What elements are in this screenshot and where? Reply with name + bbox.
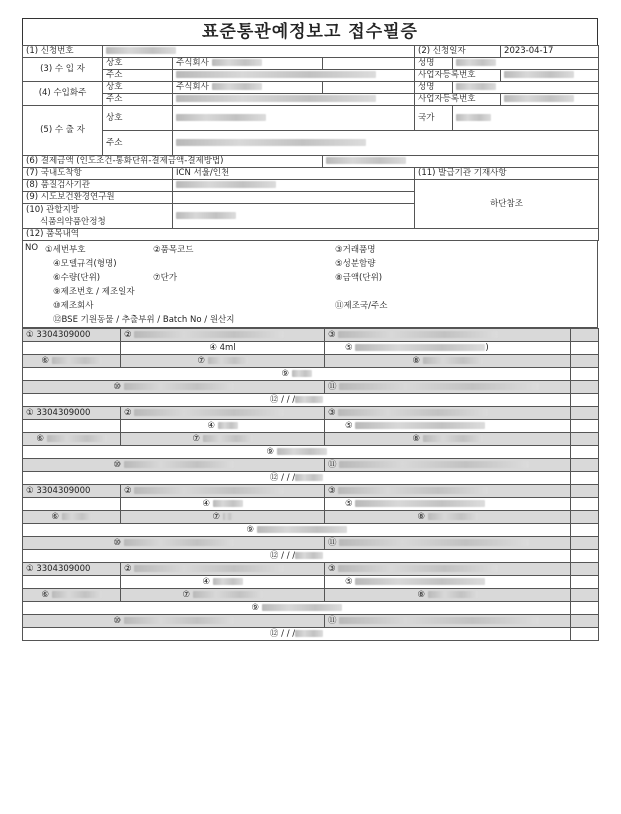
item-lot: ⑨: [23, 524, 571, 537]
item-bse: ⑫ / / /: [23, 628, 571, 641]
item-row-codes: [23, 407, 599, 420]
item-manufacturer: ⑩: [23, 615, 325, 628]
label-importer-name: 상호: [103, 58, 173, 70]
item-product-code: ②: [121, 485, 325, 498]
item-model: ④: [121, 420, 325, 433]
document-title: 표준통관예정보고 접수필증: [22, 18, 598, 45]
item-amount: ⑧: [325, 511, 571, 524]
item-row-lot: [23, 602, 599, 615]
importer-bizno-value: [501, 70, 599, 82]
label-application-date: (2) 신청일자: [415, 46, 501, 58]
item-row-manufacturer: [23, 537, 599, 550]
item-quantity: ⑥: [23, 355, 121, 368]
item-row-quantity: [23, 589, 599, 602]
label-importer-rep: 성명: [415, 58, 453, 70]
inspection-agency-value: [173, 180, 415, 192]
item-amount: ⑧: [325, 589, 571, 602]
item-origin-address: ⑪: [325, 381, 571, 394]
consignee-rep-value: [453, 82, 599, 94]
item-hs-code: ① 3304309000: [23, 407, 121, 420]
header-table: [22, 45, 599, 241]
item-composition: ⑤: [325, 576, 571, 589]
item-quantity: ⑥: [23, 589, 121, 602]
item-product-code: ②: [121, 329, 325, 342]
payment-value: [323, 156, 599, 168]
items-table: [22, 328, 599, 641]
label-health-institute: (9) 시도보건환경연구원: [23, 192, 173, 204]
item-row-codes: [23, 485, 599, 498]
item-origin-address: ⑪: [325, 537, 571, 550]
document-page: [22, 18, 598, 641]
label-inspection-agency: (8) 품질검사기관: [23, 180, 173, 192]
item-row-bse: [23, 394, 599, 407]
item-composition: ⑤: [325, 498, 571, 511]
consignee-name-value: 주식회사: [173, 82, 323, 94]
item-row-bse: [23, 628, 599, 641]
item-composition: ⑤ ): [325, 342, 571, 355]
item-lot: ⑨: [23, 446, 571, 459]
item-bse: ⑫ / / /: [23, 394, 571, 407]
importer-rep-value: [453, 58, 599, 70]
label-item-details: (12) 품목내역: [23, 229, 599, 241]
item-row-lot: [23, 446, 599, 459]
label-consignee-rep: 성명: [415, 82, 453, 94]
item-row-model: [23, 420, 599, 433]
item-trade-name: ③: [325, 407, 571, 420]
application-date-value: 2023-04-17: [501, 46, 599, 58]
item-manufacturer: ⑩: [23, 459, 325, 472]
label-consignee: (4) 수입화주: [23, 82, 103, 106]
importer-address-value: [173, 70, 415, 82]
item-row-model: [23, 576, 599, 589]
item-row-manufacturer: [23, 381, 599, 394]
application-number-value: [103, 46, 415, 58]
item-manufacturer: ⑩: [23, 381, 325, 394]
item-composition: ⑤: [325, 420, 571, 433]
item-origin-address: ⑪: [325, 615, 571, 628]
exporter-address-value: [173, 131, 599, 156]
item-row-codes: [23, 329, 599, 342]
item-origin-address: ⑪: [325, 459, 571, 472]
item-hs-code: ① 3304309000: [23, 563, 121, 576]
item-row-lot: [23, 524, 599, 537]
item-unit-price: ⑦: [121, 589, 325, 602]
item-amount: ⑧: [325, 433, 571, 446]
item-row-model: [23, 498, 599, 511]
item-trade-name: ③: [325, 563, 571, 576]
item-model: ④: [121, 498, 325, 511]
label-exporter-address: 주소: [103, 131, 173, 156]
label-consignee-name: 상호: [103, 82, 173, 94]
item-hs-code: ① 3304309000: [23, 329, 121, 342]
item-legend: NO ①세번부호 ②품목코드 ③거래품명 ④모델규격(형명) ⑤성분함량 ⑥수량(단위) ⑦단가 ⑧금액(단위) ⑨제조번호 / 제조일자 ⑩제조회사 ⑪제조국/주소 ⑫BSE 기원동물 / 추출부위 / Batch No / 원산지: [22, 241, 598, 328]
item-row-lot: [23, 368, 599, 381]
label-importer: (3) 수 입 자: [23, 58, 103, 82]
item-bse: ⑫ / / /: [23, 550, 571, 563]
item-quantity: ⑥: [23, 511, 121, 524]
item-bse: ⑫ / / /: [23, 472, 571, 485]
item-unit-price: ⑦: [121, 355, 325, 368]
item-lot: ⑨: [23, 368, 571, 381]
item-row-quantity: [23, 433, 599, 446]
item-row-model: [23, 342, 599, 355]
item-row-manufacturer: [23, 615, 599, 628]
item-row-manufacturer: [23, 459, 599, 472]
item-trade-name: ③: [325, 329, 571, 342]
item-amount: ⑧: [325, 355, 571, 368]
label-importer-bizno: 사업자등록번호: [415, 70, 501, 82]
item-model: ④: [121, 576, 325, 589]
item-product-code: ②: [121, 407, 325, 420]
item-row-quantity: [23, 355, 599, 368]
item-row-quantity: [23, 511, 599, 524]
exporter-name-value: [173, 106, 415, 131]
label-consignee-bizno: 사업자등록번호: [415, 94, 501, 106]
importer-name-value: 주식회사: [173, 58, 323, 70]
label-payment: (6) 결제금액 (인도조건-통화단위-결제금액-결제방법): [23, 156, 323, 168]
consignee-bizno-value: [501, 94, 599, 106]
label-exporter-country: 국가: [415, 106, 453, 131]
label-importer-address: 주소: [103, 70, 173, 82]
item-row-bse: [23, 472, 599, 485]
arrival-port-value: ICN 서울/인천: [173, 168, 415, 180]
label-jurisdiction: (10) 관할지방 식품의약품안정청: [23, 204, 173, 229]
exporter-country-value: [453, 106, 599, 131]
label-exporter-name: 상호: [103, 106, 173, 131]
item-unit-price: ⑦: [121, 511, 325, 524]
label-consignee-address: 주소: [103, 94, 173, 106]
item-quantity: ⑥: [23, 433, 121, 446]
consignee-address-value: [173, 94, 415, 106]
label-exporter: (5) 수 출 자: [23, 106, 103, 156]
label-issuer-notes: (11) 발급기관 기재사항: [415, 168, 599, 180]
item-unit-price: ⑦: [121, 433, 325, 446]
item-model: ④ 4ml: [121, 342, 325, 355]
item-product-code: ②: [121, 563, 325, 576]
item-hs-code: ① 3304309000: [23, 485, 121, 498]
item-row-bse: [23, 550, 599, 563]
issuer-notes-value: 하단참조: [415, 180, 599, 229]
item-manufacturer: ⑩: [23, 537, 325, 550]
item-trade-name: ③: [325, 485, 571, 498]
label-application-number: (1) 신청번호: [23, 46, 103, 58]
item-lot: ⑨: [23, 602, 571, 615]
label-arrival-port: (7) 국내도착항: [23, 168, 173, 180]
item-row-codes: [23, 563, 599, 576]
jurisdiction-value: [173, 204, 415, 229]
